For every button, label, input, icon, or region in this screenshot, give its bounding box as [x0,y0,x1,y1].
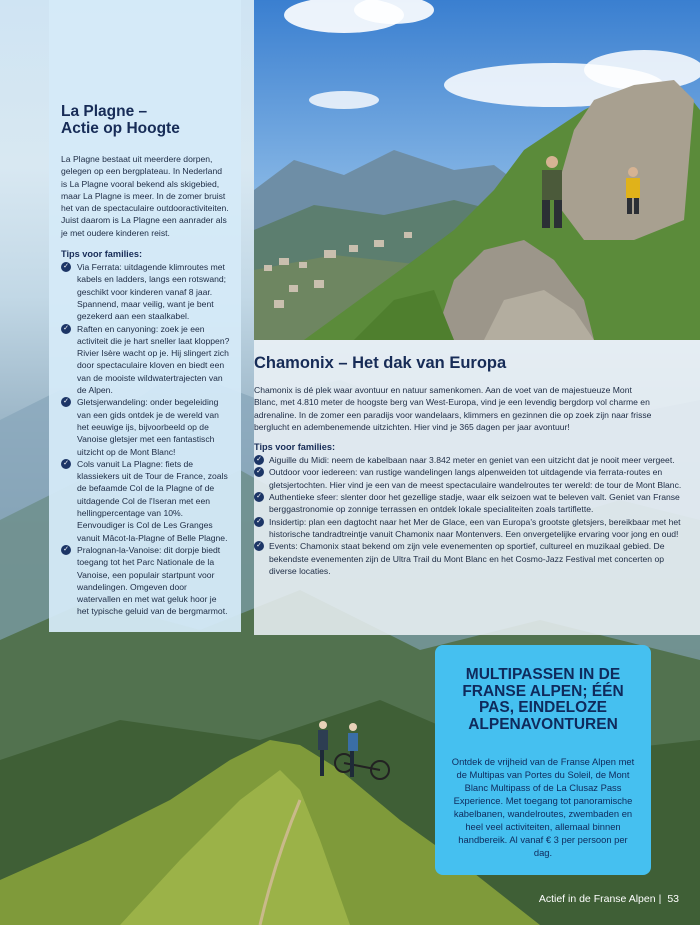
la-plagne-tips-list [61,261,230,618]
la-plagne-tips-title: Tips voor families: [61,249,143,260]
tip-text: Authentieke sfeer: slenter door het gezellige stadje, waar elk seizoen wat te beleven valt. Geniet van Franse berggastronomie op zonnige terrassen en ontdek lokale specialiteiten zoals tartiflette. [269,492,680,515]
tip-text: Outdoor voor iedereen: van rustige wandelingen langs alpenweiden tot uitdagende via ferrata-routes en gletsjertochten. Hier vind je een van de meest spectaculaire wandelroutes ter wereld: de tour de Mont Blanc. [269,467,682,490]
chamonix-tips-list [254,454,694,577]
multipass-title: MULTIPASSEN IN DE FRANSE ALPEN; ÉÉN PAS, EINDELOZE ALPENAVONTUREN [462,666,624,733]
multipass-body: Ontdek de vrijheid van de Franse Alpen met de Multipas van Portes du Soleil, de Mont Blanc Multipass of de La Clusaz Pass Experience. Met toegang tot panoramische kabelbanen, wandelroutes, zwembaden en heel veel activiteiten, allemaal binnen handbereik. Al vanaf € 3 per persoon per dag. [451,756,635,858]
list-item [254,491,694,516]
tip-text: Via Ferrata: uitdagende klimroutes met kabels en ladders, langs een rotswand; geschikt voor kinderen vanaf 8 jaar. Spannend, maar veilig, want je bent gezekerd aan een staalkabel. [77,262,227,322]
footer-section-name: Actief in de Franse Alpen [538,893,656,905]
tip-text: Insidertip: plan een dagtocht naar het Mer de Glace, een van Europa's grootste gletsjers, bereikbaar met het historische tandradtreintje vanuit Chamonix naar Montenvers. Een onvergetelijke ervaring voor jong en oud! [269,516,681,539]
via-ferrata-photo [254,0,700,340]
list-item [254,516,694,541]
check-circle-icon: ✓ [61,459,71,469]
tip-text: Gletsjerwandeling: onder begeleiding van een gids ontdek je de wereld van het eeuwige ijs, bijvoorbeeld op de Vanoise gletsjer met een fantastisch uitzicht op de Mont Blanc! [77,397,219,457]
check-circle-icon: ✓ [61,262,71,272]
chamonix-title [254,352,694,374]
tip-text: Pralognan-la-Vanoise: dit dorpje biedt toegang tot het Parc Nationale de la Vanoise, een populair startpunt voor wandelingen. Omgeven door watervallen en met wat geluk hoor je het typische geluid van de bergmarmot. [77,544,228,617]
la-plagne-panel [49,0,241,632]
tip-text: Events: Chamonix staat bekend om zijn vele evenementen op sportief, cultureel en muzikaal gebied. De bekendste evenementen zijn de Ultra Trail du Mont Blanc en het Cosmo-Jazz Festival met concerten op diverse locaties. [269,541,665,576]
check-circle-icon: ✓ [61,324,71,334]
list-item [254,466,694,491]
chamonix-section [254,340,700,635]
la-plagne-subtitle: Actie op Hoogte [61,120,180,137]
multipass-box [435,645,651,875]
tip-text: Aiguille du Midi: neem de kabelbaan naar 3.842 meter en geniet van een uitzicht dat je nooit meer vergeet. [269,455,675,466]
list-item [254,454,694,466]
list-item [61,261,230,322]
check-circle-icon: ✓ [254,517,264,527]
list-item [61,323,230,397]
check-circle-icon: ✓ [61,397,71,407]
list-item [254,540,694,577]
check-circle-icon: ✓ [254,541,264,551]
check-circle-icon: ✓ [254,492,264,502]
chamonix-tips-title: Tips voor families: [254,442,336,453]
chamonix-title-rest: – Het dak van Europa [333,354,507,372]
list-item [61,396,230,457]
tip-text: Raften en canyoning: zoek je een activiteit die je hart sneller laat kloppen? Rivier Isère wacht op je. Hij slingert zich door spectaculaire kloven en biedt een van de mooiste wildwatertrajecten van de Alpen. [77,323,230,396]
chamonix-intro: Chamonix is dé plek waar avontuur en natuur samenkomen. Aan de voet van de majestueuze Mont Blanc, met 4.810 meter de hoogste berg van West-Europa, vind je een levendig bergdorp vol charme en adrenaline. In de zomer een paradijs voor wandelaars, klimmers en gezinnen die op zoek zijn naar frisse berglucht en adembenemende uitzichten. Hier vind je 365 dagen per jaar avontuur! [254,385,652,432]
page-footer [539,893,679,905]
chamonix-title-bold: Chamonix [254,354,334,372]
la-plagne-title: La Plagne – [61,103,148,120]
page-number: 53 [667,893,679,905]
check-circle-icon: ✓ [61,545,71,555]
check-circle-icon: ✓ [254,467,264,477]
tip-text: Cols vanuit La Plagne: fiets de klassiekers uit de Tour de France, zoals de befaamde Col de la Plagne of de uitdagende Col de l'Iseran met een hellingpercentage van 10%. Eenvoudiger is Col de Les Granges vanuit Mâcot-la-Plagne of Belle Plagne. [77,458,228,543]
list-item [61,458,230,544]
check-circle-icon: ✓ [254,455,264,465]
list-item [61,544,230,618]
footer-separator: | [658,893,662,905]
la-plagne-intro: La Plagne bestaat uit meerdere dorpen, gelegen op een bergplateau. In Nederland is La Plagne vooral bekend als skigebied, maar La Plagne is meer. In de zomer bruist het van de spectaculaire outdooractiviteiten. Juist daarom is La Plagne een aanrader als je met oudere kinderen reist. [61,154,229,238]
